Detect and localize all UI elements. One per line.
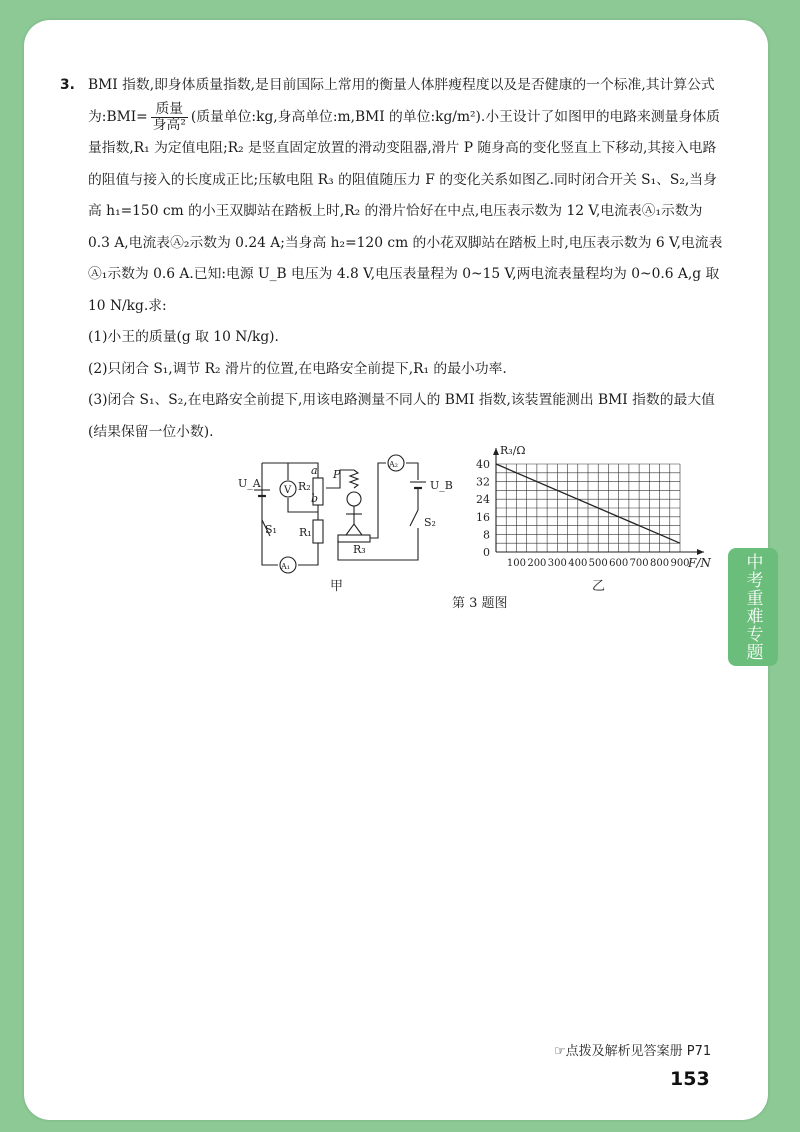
label-a1: A₁ [281, 562, 290, 571]
fraction-denominator: 身高² [152, 116, 186, 133]
label-b: b [311, 492, 319, 505]
chart-caption: 乙 [592, 579, 606, 594]
section-tab: 中考重难专题 [728, 548, 778, 666]
stem-part-2: (质量单位:kg,身高单位:m,BMI 的单位:kg/m²).小王设计了如图甲的电路来测量身体质量指数,R₁ 为定值电阻;R₂ 是竖直固定放置的滑动变阻器,滑片 P 随身高的变化竖直上下移动,其接入电路的阻值与接入的长度成正比;压敏电阻 R₃ 的阻值随压力 F 的变化关系如图乙.同时闭合开关 S₁、S₂,当身高 h₁=150 cm 的小王双脚站在踏板上时,R₂ 的滑片恰好在中点,电压表示数为 12 V,电流表Ⓐ₁示数为 0.3 A,电流表Ⓐ₂示数为 0.24 A;当身高 h₂=120 cm 的小花双脚站在踏板上时,电压表示数为 6 V,电流表Ⓐ₁示数为 0.6 A.已知:电源 U_B 电压为 4.8 V,电压表量程为 0~15 V,两电流表量程均为 0~0.6 A,g 取 10 N/kg.求: [88, 108, 723, 314]
x-tick-label: 200 [527, 558, 547, 569]
circuit-caption: 甲 [330, 579, 344, 594]
label-s2: S₂ [424, 516, 436, 529]
sub-question-2: (2)只闭合 S₁,调节 R₂ 滑片的位置,在电路安全前提下,R₁ 的最小功率. [88, 360, 507, 377]
y-tick-label: 0 [483, 546, 490, 559]
x-tick-label: 700 [629, 558, 649, 569]
y-tick-label: 40 [476, 458, 490, 471]
figure-caption: 第 3 题图 [452, 596, 508, 611]
label-ua: U_A [238, 477, 261, 490]
question-number: 3. [60, 77, 75, 93]
label-a2: A₂ [389, 460, 398, 469]
question-3 [60, 70, 728, 448]
x-tick-label: 600 [609, 558, 629, 569]
label-a: a [311, 464, 318, 477]
question-stem [88, 70, 728, 322]
x-tick-label: 100 [506, 558, 526, 569]
x-tick-label: 500 [588, 558, 608, 569]
answer-reference: ☞点拨及解析见答案册 P71 [554, 1044, 712, 1059]
x-tick-label: 400 [568, 558, 588, 569]
label-r2: R₂ [298, 480, 311, 493]
y-tick-label: 8 [483, 528, 490, 542]
label-r1: R₁ [299, 526, 312, 539]
label-p: P [333, 468, 341, 481]
bmi-fraction [151, 102, 188, 133]
y-tick-label: 32 [476, 475, 490, 489]
x-axis-label: F/N [688, 556, 711, 570]
label-s1: S₁ [265, 523, 277, 536]
label-v: V [284, 485, 292, 496]
y-tick-label: 16 [476, 510, 490, 524]
sub-question-3: (3)闭合 S₁、S₂,在电路安全前提下,用该电路测量不同人的 BMI 指数,该装置能测出 BMI 指数的最大值(结果保留一位小数). [88, 392, 715, 440]
sub-question-1: (1)小王的质量(g 取 10 N/kg). [88, 329, 279, 345]
label-ub: U_B [430, 479, 453, 492]
x-tick-label: 900 [670, 558, 690, 569]
x-tick-label: 300 [547, 558, 567, 569]
fraction-numerator: 质量 [151, 102, 188, 118]
y-tick-label: 24 [476, 493, 490, 507]
stem-part-1: BMI 指数,即身体质量指数,是目前国际上常用的衡量人体胖瘦程度以及是否健康的一个标准,其计算公式为:BMI= [88, 77, 715, 125]
page-number: 153 [670, 1068, 710, 1090]
x-tick-label: 800 [650, 558, 670, 569]
label-r3: R₃ [353, 543, 366, 556]
y-axis-label: R₃/Ω [500, 444, 526, 457]
